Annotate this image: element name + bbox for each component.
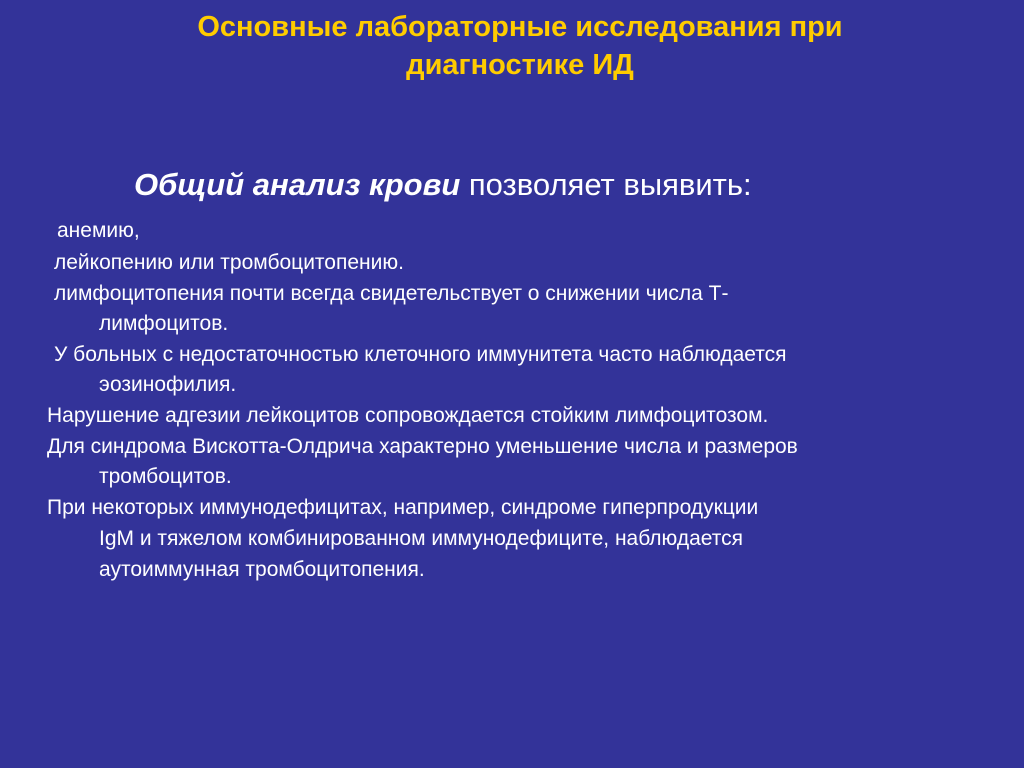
body-line-anemia: анемию, (57, 219, 140, 242)
body-line-cellular-immunity: У больных с недостаточностью клеточного иммунитета часто наблюдается (54, 343, 787, 366)
slide-title-line-2: диагностике ИД (406, 49, 634, 81)
body-line-leukopenia: лейкопению или тромбоцитопению. (54, 251, 404, 274)
body-line-lymphocytopenia-cont: лимфоцитов. (99, 312, 229, 335)
body-line-adhesion: Нарушение адгезии лейкоцитов сопровождается стойким лимфоцитозом. (47, 404, 769, 427)
subtitle-rest: позволяет выявить: (460, 167, 752, 202)
slide-title-line-1: Основные лабораторные исследования при (197, 11, 843, 43)
body-line-immunodeficiencies-cont-1: IgM и тяжелом комбинированном иммунодефиците, наблюдается (99, 527, 744, 550)
body-line-wiskott-aldrich: Для синдрома Вискотта-Олдрича характерно уменьшение числа и размеров (47, 435, 798, 458)
body-line-immunodeficiencies: При некоторых иммунодефицитах, например, синдроме гиперпродукции (47, 496, 759, 519)
subtitle-emphasis: Общий анализ крови (134, 167, 461, 202)
body-line-lymphocytopenia: лимфоцитопения почти всегда свидетельствует о снижении числа Т- (54, 282, 729, 305)
body-line-immunodeficiencies-cont-2: аутоиммунная тромбоцитопения. (99, 558, 425, 581)
body-line-wiskott-aldrich-cont: тромбоцитов. (99, 465, 232, 488)
body-line-cellular-immunity-cont: эозинофилия. (99, 373, 237, 396)
